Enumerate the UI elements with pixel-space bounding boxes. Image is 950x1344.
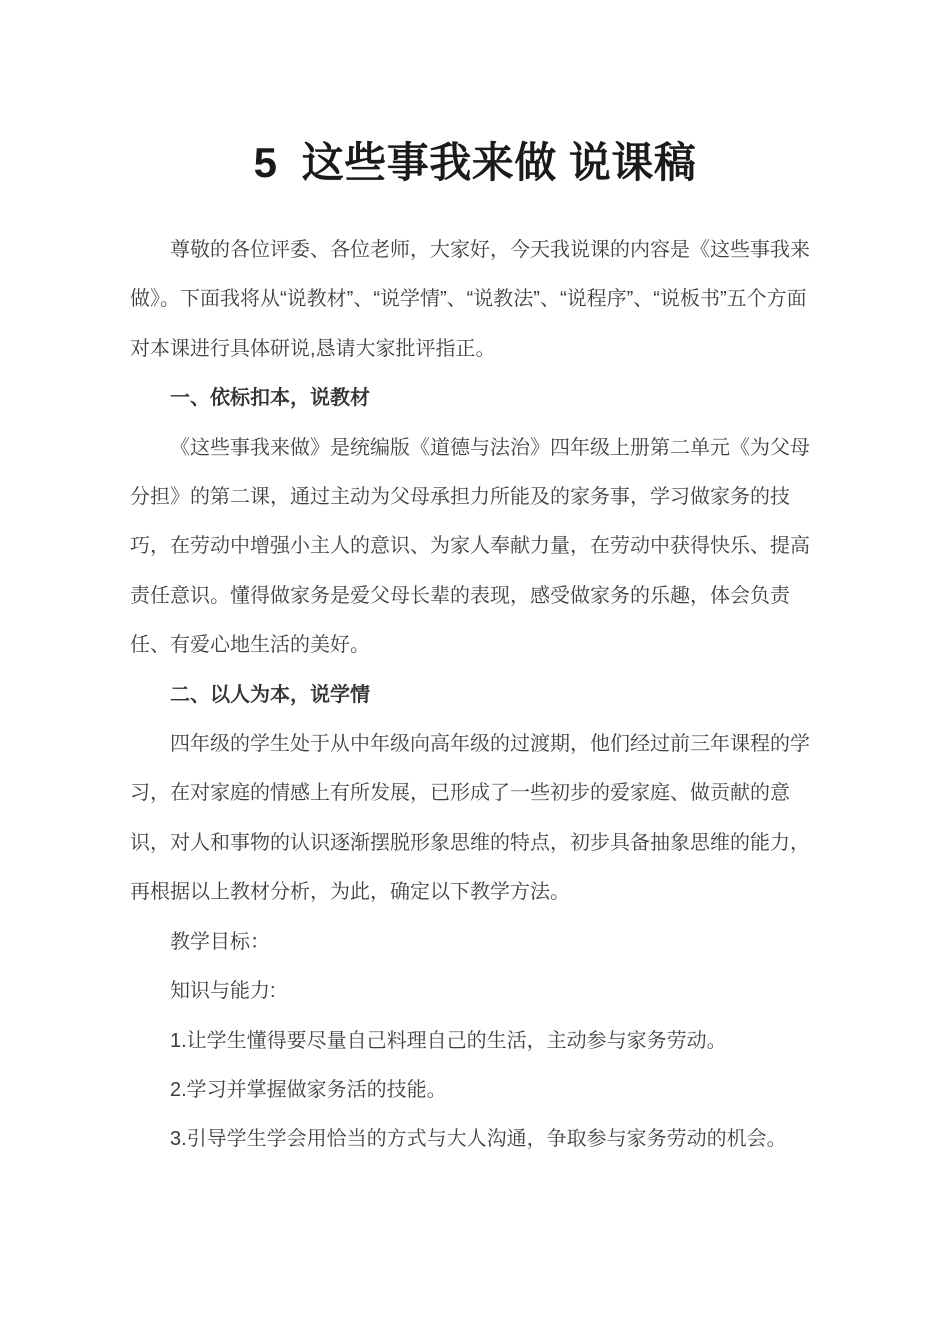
document-title: 5 这些事我来做 说课稿 xyxy=(253,139,697,186)
document-body xyxy=(130,226,815,1165)
objective-item-1: 1.让学生懂得要尽量自己料理自己的生活，主动参与家务劳动。 xyxy=(170,1029,727,1052)
paragraph-textbook-analysis: 《这些事我来做》是统编版《道德与法治》四年级上册第二单元《为父母分担》的第二课，通过主动为父母承担力所能及的家务事，学习做家务的技巧，在劳动中增强小主人的意识、为家人奉献力量，在劳动中获得快乐、提高责任意识。懂得做家务是爱父母长辈的表现，感受做家务的乐趣，体会负责任、有爱心地生活的美好。 xyxy=(130,436,810,657)
paragraph-greeting: 尊敬的各位评委、各位老师，大家好，今天我说课的内容是《这些事我来做》。下面我将从“说教材”、“说学情”、“说教法”、“说程序”、“说板书”五个方面对本课进行具体研说,恳请大家批评指正。 xyxy=(130,239,810,360)
heading-section-2-learners: 二、以人为本，说学情 xyxy=(170,683,370,706)
objective-item-2: 2.学习并掌握做家务活的技能。 xyxy=(170,1078,447,1101)
label-knowledge-ability: 知识与能力: xyxy=(170,980,276,1003)
heading-section-1-textbook: 一、依标扣本，说教材 xyxy=(170,387,370,410)
paragraph-learner-analysis: 四年级的学生处于从中年级向高年级的过渡期，他们经过前三年课程的学习，在对家庭的情感上有所发展，已形成了一些初步的爱家庭、做贡献的意识，对人和事物的认识逐渐摆脱形象思维的特点，初步具备抽象思维的能力，再根据以上教材分析，为此，确定以下教学方法。 xyxy=(130,733,810,904)
label-teaching-objectives: 教学目标： xyxy=(170,930,270,953)
objective-item-3: 3.引导学生学会用恰当的方式与大人沟通，争取参与家务劳动的机会。 xyxy=(170,1128,787,1151)
